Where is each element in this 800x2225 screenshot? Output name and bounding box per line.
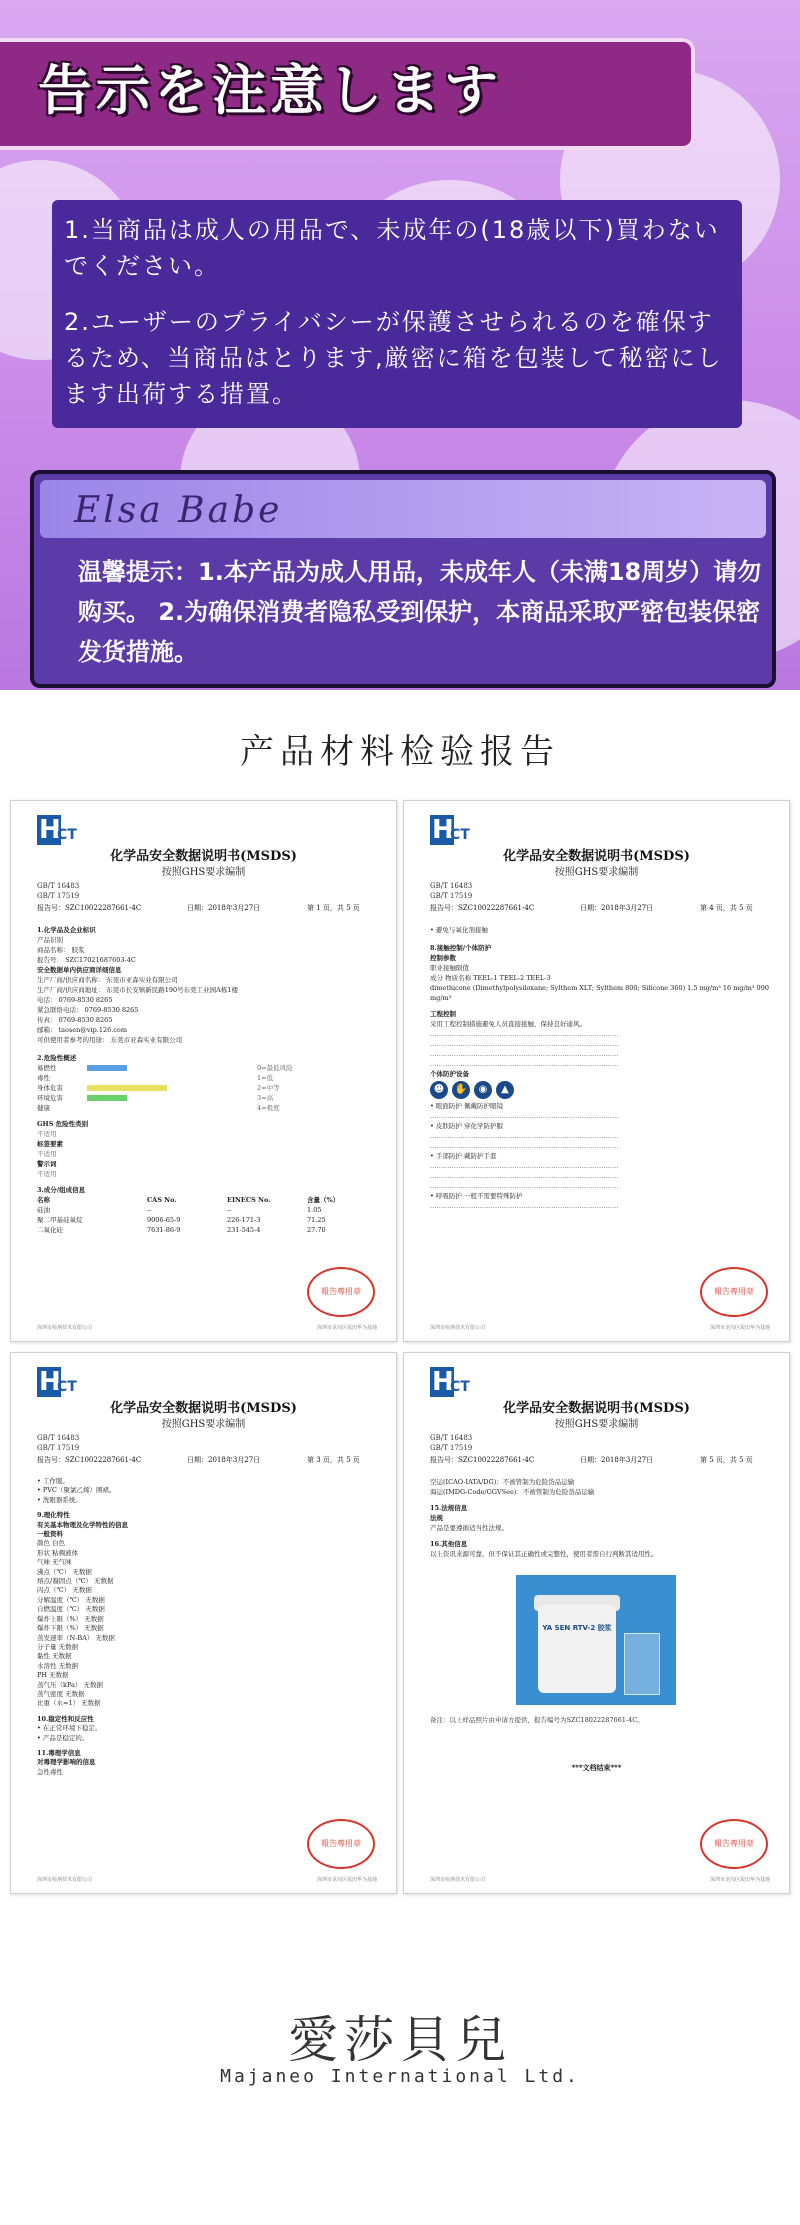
doc-body: 空运(ICAO-IATA/DG)：不被管制为危险货品运输 海运(IMDG-Code/GGVSee)：不被管制为危险货品运输 15.法规信息 法规 产品是要遵循适当性法规。 16.其他信息 以上资讯来源可靠，但不保证其正确性或完整性，使用者需自行判断其适用性。 [430, 1478, 658, 1558]
hct-logo: H CT [432, 1367, 470, 1397]
doc-subtitle: 按照GHS要求编制 [554, 1419, 639, 1430]
brand-name-cn: 愛莎貝兒 [288, 2011, 512, 2069]
msds-page-3: H CT 化学品安全数据说明书(MSDS) 按照GHS要求编制 GB/T 16483 GB/T 17519 报告号：SZC10022287661-4C 日期：2018年3月27日 第 3 页，共 5 页 • 工作服。 • PVC（聚氯乙烯）围裙。 • 洗眼器系统。 9.理化特性 有关基本物理及化学特性的信息 一般资料 颜色 白色 形状 粘稠液体 气味 无气味 沸点（℃） 无数据 熔点/凝固点（℃） 无数据 闪点（℃） 无数据 分解温度（℃） 无数据 自燃温度（℃） 无数据 爆炸上限（%） 无数据 爆炸下限（%） 无数据 蒸发速率（N-BA） 无数据 分子量 无数据 黏性 无数据 水溶性 无数据 PH 无数据 蒸气压（kPa） 无数据 蒸气密度 无数据 比重（水=1） 无数据 10.稳定性和反应性 • 在正常环境下稳定。 • 产品是稳定的。 11.毒理学信息 对毒理学影响的信息 急性毒性 報告專用章 深圳市检测技术有限公司 深圳市龙岗区坂田华为基地 [10, 1352, 397, 1894]
doc-body: • 避免与氧化剂接触 8.接触控制/个体防护 控制参数 职业接触限值 成分 物质名称 TEEL-1 TEEL-2 TEEL-3 dimethicone (Dimethylpolysiloxane; Sylthem XLT; Sylthem 800; Silicone 360) 1.5 mg/m³ 16 mg/m³ 990 mg/m³ 工程控制 采用工程控制措施避免人员直接接触，保持良好通风。 …………………………………………………………………………… …………………………………………………………………………… …………………………………………………………………………… …………………………………………………………………………… 个体防护设备 ☻ ✋ ◉ ▲ • 眼面防护 佩戴防护眼镜 …………………………………………………………………………… • 皮肤防护 穿化学防护服 …………………………………………………………………………… …………………………………………………………………………… • 手部防护 戴防护手套 …………………………………………………………………………… …………………………………………………………………………… …………………………………………………………………………… • 呼吸防护 一般不需要特殊防护 …………………………………………………………………………… [430, 926, 770, 1210]
msds-page-5: H CT 化学品安全数据说明书(MSDS) 按照GHS要求编制 GB/T 16483 GB/T 17519 报告号：SZC10022287661-4C 日期：2018年3月27日 第 5 页，共 5 页 空运(ICAO-IATA/DG)：不被管制为危险货品运输 海运(IMDG-Code/GGVSee)：不被管制为危险货品运输 15.法规信息 法规 产品是要遵循适当性法规。 16.其他信息 以上资讯来源可靠，但不保证其正确性或完整性，使用者需自行判断其适用性。 YA SEN RTV-2 胶浆 备注：以上样品照片由申请方提供，报告编号为SZC18022287661-4C。 ***文档结束*** 報告專用章 深圳市检测技术有限公司 深圳市龙岗区坂田华为基地 [403, 1352, 790, 1894]
cn-notice-text: 温馨提示：1.本产品为成人用品，未成年人（未满18周岁）请勿购买。 2.为确保消费者隐私受到保护，本商品采取严密包装保密发货措施。 [78, 558, 762, 666]
doc-standards: GB/T 16483 GB/T 17519 [37, 882, 80, 900]
doc-title: 化学品安全数据说明书(MSDS) [503, 1401, 690, 1416]
jp-notice-line-2: 2.ユーザーのプライバシーが保護させられるのを確保するため、当商品はとります,厳密に箱を包装して秘密にします出荷する措置。 [64, 308, 723, 408]
doc-subtitle: 按照GHS要求编制 [161, 867, 246, 878]
warning-icon: ▲ [496, 1081, 514, 1099]
hct-logo: H CT [39, 1367, 77, 1397]
doc-standards: GB/T 16483 GB/T 17519 [37, 1434, 80, 1452]
hct-logo: H CT [39, 815, 77, 845]
goggles-icon: ◉ [474, 1081, 492, 1099]
doc-footer: 深圳市检测技术有限公司 深圳市龙岗区坂田华为基地 [430, 1325, 770, 1331]
jp-notice-box [52, 200, 742, 428]
product-photo [516, 1575, 676, 1705]
cn-notice-box [30, 470, 776, 688]
msds-page-1: H CT 化学品安全数据说明书(MSDS) 按照GHS要求编制 GB/T 16483 GB/T 17519 报告号：SZC10022287661-4C 日期：2018年3月27日 第 1 页，共 5 页 1.化学品及企业标识 产品识别 商品名称： 胶浆 报告号： SZC17021687603-4C 安全数据单内供应商详细信息 生产厂商/供应商名称： 东莞市亚森实业有限公司 生产厂商/供应商地址： 东莞市长安镇新民路190号东莞工业园A栋1楼 电话： 0769-8530 8265 紧急联络电话： 0769-8530 8265 传真： 0769-8530 8265 邮箱： taosen@vip.126.com 可供使用者参考的用途： 东莞市亚森实业有限公司 2.危险性概述 易燃性 毒性 身体危害 环境危害 健康 0=最低风险 1=低 2=中等 3=高 4=极度 GHS 危险性类别 不适用 标签要素 不适用 警示词 不适用 3.成分/组成信息 名称 CAS No. EINECS No. 含量（%） 硅油 -- -- 1.05 聚二甲基硅氧烷 9006-65-9 226-171-3 71.25 二氧化硅 7631-86-9 231-545-4 27.70 報告專用章 深圳市检测技术有限公司 深圳市龙岗区坂田华为基地 [10, 800, 397, 1342]
doc-footer: 深圳市检测技术有限公司 深圳市龙岗区坂田华为基地 [37, 1877, 377, 1883]
end-of-document: ***文档结束*** [571, 1763, 622, 1772]
doc-title: 化学品安全数据说明书(MSDS) [503, 849, 690, 864]
doc-subtitle: 按照GHS要求编制 [161, 1419, 246, 1430]
notice-section [0, 0, 800, 690]
measuring-glass [624, 1633, 660, 1695]
banner-title: 告示を注意します [38, 59, 502, 122]
glove-icon: ✋ [452, 1081, 470, 1099]
brand-name-en: Majaneo International Ltd. [220, 2066, 580, 2087]
doc-footer: 深圳市检测技术有限公司 深圳市龙岗区坂田华为基地 [37, 1325, 377, 1331]
ppe-icons [430, 1081, 770, 1099]
msds-page-4: H CT 化学品安全数据说明书(MSDS) 按照GHS要求编制 GB/T 16483 GB/T 17519 报告号：SZC10022287661-4C 日期：2018年3月27日 第 4 页，共 5 页 • 避免与氧化剂接触 8.接触控制/个体防护 控制参数 职业接触限值 成分 物质名称 TEEL-1 TEEL-2 TEEL-3 dimethicone (Dimethylpolysiloxane; Sylthem XLT; Sylthem 800; Silicone 360) 1.5 mg/m³ 16 mg/m³ 990 mg/m³ 工程控制 采用工程控制措施避免人员直接接触，保持良好通风。 …………………………………………………………………………… …………………………………………………………………………… …………………………………………………………………………… …………………………………………………………………………… 个体防护设备 ☻ ✋ ◉ ▲ • 眼面防护 佩戴防护眼镜 …………………………………………………………………………… • 皮肤防护 穿化学防护服 …………………………………………………………………………… …………………………………………………………………………… • 手部防护 戴防护手套 …………………………………………………………………………… …………………………………………………………………………… …………………………………………………………………………… • 呼吸防护 一般不需要特殊防护 …………………………………………………………………………… 報告專用章 深圳市检测技术有限公司 深圳市龙岗区坂田华为基地 [403, 800, 790, 1342]
doc-standards: GB/T 16483 GB/T 17519 [430, 1434, 473, 1452]
doc-body: • 工作服。 • PVC（聚氯乙烯）围裙。 • 洗眼器系统。 9.理化特性 有关基本物理及化学特性的信息 一般资料 颜色 白色 形状 粘稠液体 气味 无气味 沸点（℃） 无数据 熔点/凝固点（℃） 无数据 闪点（℃） 无数据 分解温度（℃） 无数据 自燃温度（℃） 无数据 爆炸上限（%） 无数据 爆炸下限（%） 无数据 蒸发速率（N-BA） 无数据 分子量 无数据 黏性 无数据 水溶性 无数据 PH 无数据 蒸气压（kPa） 无数据 蒸气密度 无数据 比重（水=1） 无数据 10.稳定性和反应性 • 在正常环境下稳定。 • 产品是稳定的。 11.毒理学信息 对毒理学影响的信息 急性毒性 [37, 1477, 128, 1776]
cn-notice-header [40, 480, 766, 538]
report-section-title: 产品材料检验报告 [240, 732, 560, 772]
jar-label: YA SEN RTV-2 胶浆 [542, 1624, 612, 1632]
doc-footer: 深圳市检测技术有限公司 深圳市龙岗区坂田华为基地 [430, 1877, 770, 1883]
product-jar [538, 1605, 616, 1693]
brand-logo: Elsa Babe [74, 490, 283, 531]
hct-logo: H CT [432, 815, 470, 845]
doc-title: 化学品安全数据说明书(MSDS) [110, 1401, 297, 1416]
doc-title: 化学品安全数据说明书(MSDS) [110, 849, 297, 864]
doc-body: 1.化学品及企业标识 产品识别 商品名称： 胶浆 报告号： SZC17021687603-4C 安全数据单内供应商详细信息 生产厂商/供应商名称： 东莞市亚森实业有限公司 生产厂商/供应商地址： 东莞市长安镇新民路190号东莞工业园A栋1楼 电话： 0769-8530 8265 紧急联络电话： 0769-8530 8265 传真： 0769-8530 8265 邮箱： taosen@vip.126.com 可供使用者参考的用途： 东莞市亚森实业有限公司 2.危险性概述 易燃性 毒性 身体危害 环境危害 健康 0=最低风险 1=低 2=中等 3=高 4=极度 GHS 危险性类别 不适用 标签要素 不适用 警示词 不适用 3.成分/组成信息 名称 CAS No. EINECS No. 含量（%） 硅油 -- -- 1.05 聚二甲基硅氧烷 9006-65-9 226-171-3 71.25 二氧化硅 7631-86-9 231-545-4 27.70 [37, 926, 340, 1234]
report-stamp: 報告專用章 [307, 1267, 375, 1317]
report-stamp: 報告專用章 [307, 1819, 375, 1869]
face-protection-icon: ☻ [430, 1081, 448, 1099]
sample-note: 备注：以上样品照片由申请方提供，报告编号为SZC18022287661-4C。 [430, 1716, 644, 1724]
doc-subtitle: 按照GHS要求编制 [554, 867, 639, 878]
report-stamp: 報告專用章 [700, 1819, 768, 1869]
report-stamp: 報告專用章 [700, 1267, 768, 1317]
doc-standards: GB/T 16483 GB/T 17519 [430, 882, 473, 900]
jp-notice-line-1: 1.当商品は成人の用品で、未成年の(18歳以下)買わないでください。 [64, 216, 720, 280]
